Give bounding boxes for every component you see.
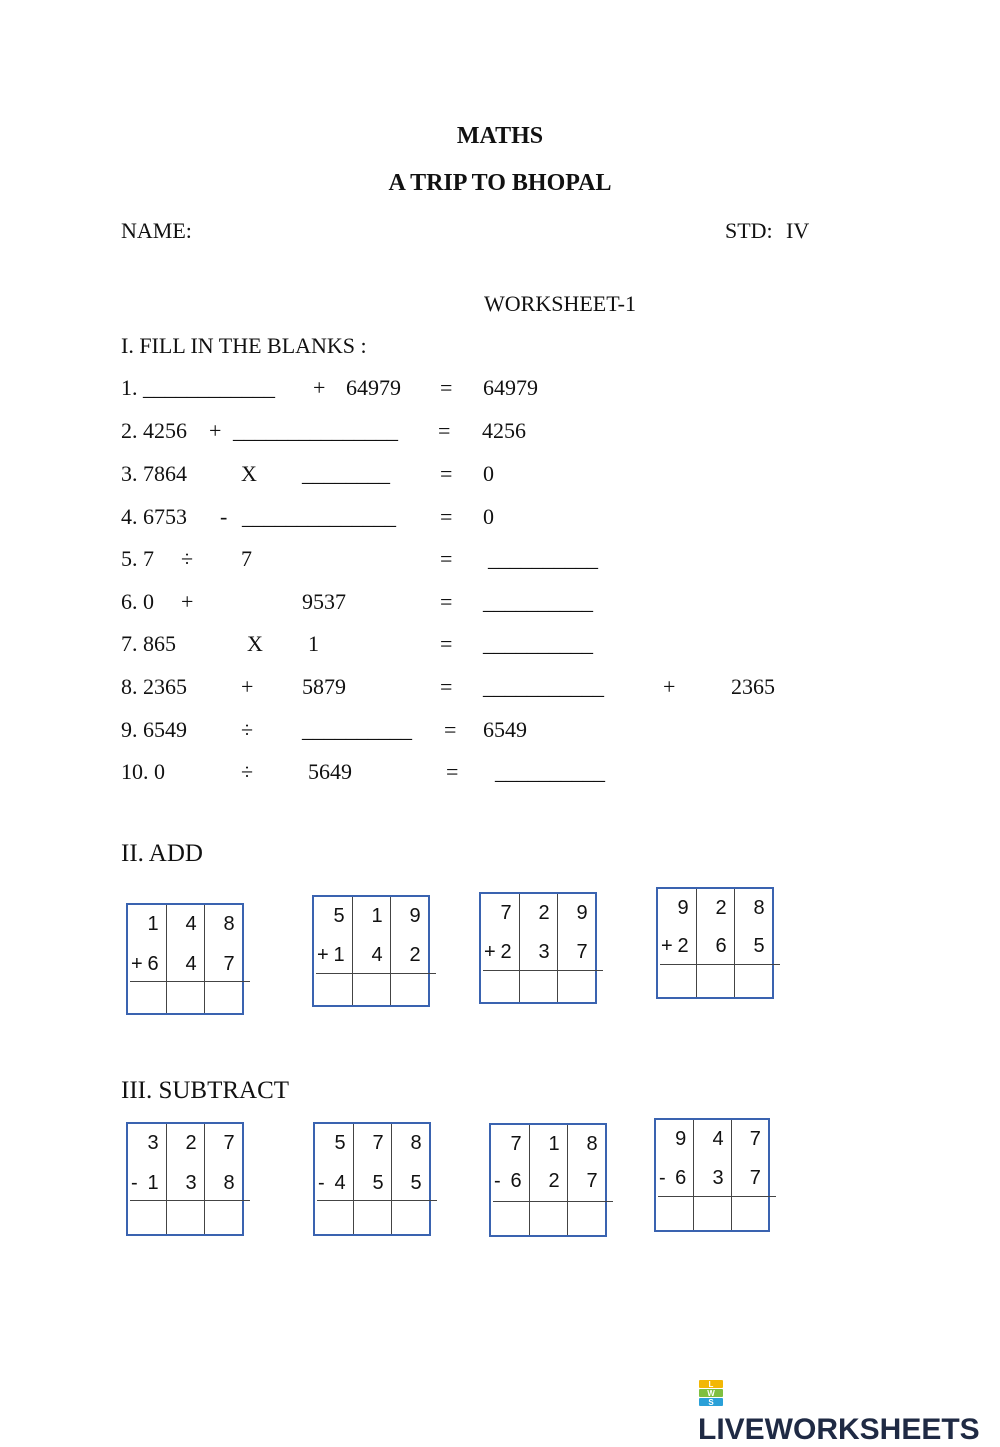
section-subtract-title: III. SUBTRACT [121,1077,290,1104]
top-digit: 5 [333,905,345,927]
top-digit: 7 [510,1133,522,1155]
top-digit: 1 [147,913,159,935]
top-digit: 8 [586,1133,598,1155]
equation-term: 5879 [302,674,346,699]
worksheet-label: WORKSHEET-1 [484,291,636,316]
top-digit: 9 [576,902,588,924]
answer-cell[interactable] [167,983,203,1013]
bottom-digit: 3 [538,941,550,963]
minus-sign: - [131,1172,138,1194]
top-digit: 2 [715,897,727,919]
answer-cell[interactable] [520,972,556,1002]
answer-cell[interactable] [316,1202,352,1234]
equation-term: 64979 [346,375,401,400]
std-label: STD: [725,218,773,243]
bottom-digit: 2 [548,1170,560,1192]
answer-cell[interactable] [530,1203,566,1235]
bottom-digit: 7 [576,941,588,963]
equation-term: ÷ [241,717,254,742]
subject-title: MATHS [456,123,544,149]
bottom-digit: 5 [372,1172,384,1194]
bottom-digit: 3 [185,1172,197,1194]
equation-term: 3. 7864 [121,461,187,486]
subtract-problem-box [126,1122,244,1236]
bottom-digit: 6 [675,1167,687,1189]
answer-line [658,1196,776,1197]
equation-term: + [313,375,326,400]
equation-term: 0 [483,504,494,529]
top-digit: 7 [223,1132,235,1154]
answer-line [130,981,250,982]
subtract-problem-box [654,1118,770,1232]
top-digit: 2 [185,1132,197,1154]
equation-term: 7. 865 [121,631,176,656]
name-label: NAME: [121,218,192,243]
answer-cell[interactable] [492,1203,528,1235]
minus-sign: - [494,1170,501,1192]
answer-line [130,1200,250,1201]
answer-cell[interactable] [659,966,695,997]
equation-term: = [438,418,451,443]
answer-cell[interactable] [392,1202,428,1234]
equation-term: 9. 6549 [121,717,187,742]
top-digit: 8 [223,913,235,935]
minus-sign: - [659,1167,666,1189]
bottom-digit: 1 [147,1172,159,1194]
section-fill-blanks-title: I. FILL IN THE BLANKS : [121,333,367,358]
equation-term: ÷ [241,759,254,784]
equation-term: = [446,759,459,784]
plus-sign: + [131,953,143,975]
bottom-digit: 5 [753,935,765,957]
subtract-problem-box [313,1122,431,1236]
bottom-digit: 8 [223,1172,235,1194]
equation-term: = [440,504,453,529]
add-problem-box [656,887,774,999]
answer-cell[interactable] [391,975,427,1005]
bottom-digit: 4 [334,1172,346,1194]
answer-cell[interactable] [657,1198,692,1230]
equation-term: 4256 [482,418,526,443]
plus-sign: + [317,944,329,966]
bottom-digit: 6 [715,935,727,957]
section-add-title: II. ADD [121,840,203,867]
top-digit: 9 [675,1128,687,1150]
bottom-digit: 2 [500,941,512,963]
equation-term: = [440,461,453,486]
bottom-digit: 7 [223,953,235,975]
answer-blank[interactable]: __________ [495,759,605,784]
answer-blank[interactable]: __________ [488,546,598,571]
top-digit: 9 [409,905,421,927]
plus-sign: + [484,941,496,963]
top-digit: 8 [410,1132,422,1154]
top-digit: 8 [753,897,765,919]
add-problem-box [126,903,244,1015]
top-digit: 1 [371,905,383,927]
equation-term: + [663,674,676,699]
top-digit: 1 [548,1133,560,1155]
equation-term: 6. 0 [121,589,154,614]
subtract-problem-box [489,1123,607,1237]
answer-cell[interactable] [167,1202,203,1234]
equation-term: = [440,631,453,656]
answer-line [483,970,603,971]
equation-term: + [181,589,194,614]
answer-cell[interactable] [129,1202,165,1234]
bottom-digit: 7 [749,1167,761,1189]
bottom-digit: 7 [586,1170,598,1192]
equation-term: 7 [241,546,252,571]
equation-term: 2. 4256 [121,418,187,443]
equation-term: 0 [483,461,494,486]
equation-term: 5649 [308,759,352,784]
top-digit: 7 [749,1128,761,1150]
add-problem-box [312,895,430,1007]
answer-cell[interactable] [205,1202,241,1234]
answer-cell[interactable] [694,1198,729,1230]
equation-term: = [444,717,457,742]
answer-blank[interactable]: ________ [302,461,390,486]
answer-blank[interactable]: 1. ____________ [121,375,275,400]
bottom-digit: 4 [185,953,197,975]
equation-term: ÷ [181,546,194,571]
svg-text:S: S [708,1398,714,1407]
answer-cell[interactable] [568,1203,604,1235]
answer-blank[interactable]: _______________ [233,418,398,443]
answer-line [316,973,436,974]
minus-sign: - [318,1172,325,1194]
top-digit: 9 [677,897,689,919]
liveworksheets-logo [698,1378,1000,1446]
equation-term: 10. 0 [121,759,165,784]
equation-term: 8. 2365 [121,674,187,699]
top-digit: 5 [334,1132,346,1154]
equation-term: = [440,546,453,571]
bottom-digit: 4 [371,944,383,966]
answer-cell[interactable] [129,983,165,1013]
bottom-digit: 6 [510,1170,522,1192]
equation-term: = [440,589,453,614]
equation-term: 4. 6753 [121,504,187,529]
topic-title: A TRIP TO BHOPAL [388,170,612,196]
answer-cell[interactable] [558,972,594,1002]
equation-term: X [247,631,263,656]
answer-cell[interactable] [732,1198,767,1230]
equation-term: 6549 [483,717,527,742]
answer-cell[interactable] [315,975,351,1005]
answer-line [493,1201,613,1202]
answer-blank[interactable]: __________ [302,717,412,742]
top-digit: 7 [500,902,512,924]
answer-blank[interactable]: __________ [483,631,593,656]
top-digit: 4 [712,1128,724,1150]
equation-term: 1 [308,631,319,656]
equation-term: + [209,418,222,443]
plus-sign: + [661,935,673,957]
bottom-digit: 6 [147,953,159,975]
equation-term: = [440,674,453,699]
answer-cell[interactable] [205,983,241,1013]
equation-term: X [241,461,257,486]
liveworksheets-brand: LIVEWORKSHEETS [698,1413,980,1446]
answer-line [660,964,780,965]
top-digit: 2 [538,902,550,924]
bottom-digit: 5 [410,1172,422,1194]
answer-cell[interactable] [354,1202,390,1234]
top-digit: 3 [147,1132,159,1154]
add-problem-box [479,892,597,1004]
top-digit: 4 [185,913,197,935]
equation-term: + [241,674,254,699]
answer-cell[interactable] [697,966,733,997]
bottom-digit: 2 [409,944,421,966]
answer-blank[interactable]: ______________ [242,504,396,529]
equation-term: - [220,504,228,529]
svg-text:W: W [707,1389,715,1398]
bottom-digit: 2 [677,935,689,957]
std-value: IV [786,218,810,243]
equation-term: 2365 [731,674,775,699]
equation-term: = [440,375,453,400]
liveworksheets-logo-icon [698,1378,724,1413]
equation-term: 9537 [302,589,346,614]
top-digit: 7 [372,1132,384,1154]
answer-cell[interactable] [735,966,771,997]
answer-cell[interactable] [353,975,389,1005]
answer-blank[interactable]: __________ [483,589,593,614]
bottom-digit: 3 [712,1167,724,1189]
equation-term: 64979 [483,375,538,400]
answer-cell[interactable] [482,972,518,1002]
answer-line [317,1200,437,1201]
equation-term: 5. 7 [121,546,154,571]
svg-text:L: L [708,1380,714,1389]
bottom-digit: 1 [333,944,345,966]
answer-blank[interactable]: ___________ [483,674,604,699]
